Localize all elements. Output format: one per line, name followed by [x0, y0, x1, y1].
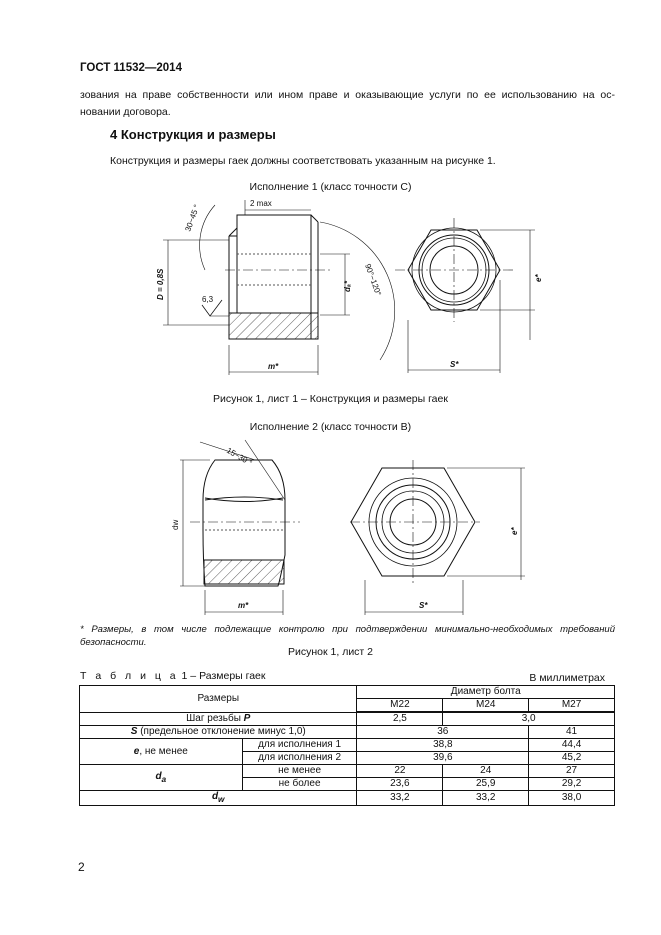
row-da-label — [80, 765, 243, 791]
s-symbol: S — [130, 726, 138, 737]
S-label: S* — [450, 360, 459, 369]
row-e-label — [80, 739, 243, 765]
table-row — [80, 765, 615, 778]
table-row — [80, 726, 615, 739]
pitch-m24-m27: 3,0 — [443, 712, 615, 726]
s-m22-m24: 36 — [357, 726, 529, 739]
e-sub2-m27: 45,2 — [529, 752, 615, 765]
dw-label: dw — [171, 519, 180, 530]
da-sub1-m22: 22 — [357, 765, 443, 778]
da-sub1-m24: 24 — [443, 765, 529, 778]
table-caption-prefix: Т а б л и ц а — [80, 670, 179, 682]
dw-m22: 33,2 — [357, 791, 443, 806]
table-header-row — [80, 686, 615, 699]
table-caption-title: – Размеры гаек — [187, 670, 266, 682]
standard-header: ГОСТ 11532—2014 — [80, 62, 182, 74]
table-caption — [80, 670, 266, 682]
e-sub1-m27: 44,4 — [529, 739, 615, 752]
pitch-m22: 2,5 — [357, 712, 443, 726]
chamfer-angle-label: 30−45 ° — [183, 203, 202, 233]
row-pitch-label — [80, 712, 357, 726]
figure2-drawing — [0, 432, 661, 617]
dw-m24: 33,2 — [443, 791, 529, 806]
header-sizes: Размеры — [80, 686, 357, 713]
sizes-table — [79, 685, 615, 806]
figure2-caption: Рисунок 1, лист 2 — [288, 646, 373, 658]
page-number: 2 — [78, 860, 85, 874]
angle-label: 90°−120° — [363, 262, 383, 298]
figure1-caption: Рисунок 1, лист 1 – Конструкция и размеры гаек — [213, 393, 448, 405]
D-label: D = 0,8S — [156, 268, 165, 300]
da-label: dₐ* — [343, 280, 352, 292]
da-sub2-m27: 29,2 — [529, 778, 615, 791]
section-paragraph: Конструкция и размеры гаек должны соответствовать указанным на рисунке 1. — [110, 155, 496, 167]
e-sub1-m22-m24: 38,8 — [357, 739, 529, 752]
pitch-symbol: P — [243, 712, 251, 724]
da-sub1-label: не менее — [242, 765, 357, 778]
pitch-label-text: Шаг резьбы — [186, 712, 244, 724]
e-label: e* — [534, 274, 543, 282]
table-caption-number: 1 — [181, 670, 188, 682]
figure2-variant-title: Исполнение 2 (класс точности B) — [249, 421, 412, 433]
table-row — [80, 739, 615, 752]
m2-label: m* — [238, 601, 249, 610]
header-col-m27: M27 — [529, 699, 615, 713]
row-s-label — [80, 726, 357, 739]
row-dw-label — [80, 791, 357, 806]
header-col-m22: M22 — [357, 699, 443, 713]
m-label: m* — [268, 362, 279, 371]
figure1-drawing — [0, 190, 661, 390]
section-title: 4 Конструкция и размеры — [110, 127, 276, 142]
table-units: В миллиметрах — [529, 672, 605, 684]
header-col-m24: M24 — [443, 699, 529, 713]
S2-label: S* — [419, 601, 428, 610]
chamfer-edge — [229, 228, 237, 236]
header-diameter: Диаметр болта — [357, 686, 615, 699]
dw-symbol: d — [211, 791, 219, 802]
intro-paragraph: зования на праве собственности или ином праве и оказывающие услуги по ее использованию на ос- новании договора. — [80, 89, 615, 118]
da-subscript: a — [161, 773, 167, 784]
e-symbol: e — [133, 745, 140, 757]
e-sub2-m22-m24: 39,6 — [357, 752, 529, 765]
table-row — [80, 791, 615, 806]
da-sub2-m24: 25,9 — [443, 778, 529, 791]
max2-label: 2 max — [250, 199, 272, 208]
figure1-variant-title: Исполнение 1 (класс точности C) — [249, 181, 412, 193]
da-sub2-label: не более — [242, 778, 357, 791]
dw-subscript: w — [218, 794, 225, 804]
footnote: * Размеры, в том числе подлежащие контролю при подтверждении минимально-необходимых требований безопасности. — [80, 624, 615, 648]
chamfer2-angle-label: 15−30 ° — [225, 445, 254, 468]
table-row — [80, 712, 615, 726]
da-sub2-m22: 23,6 — [357, 778, 443, 791]
da-symbol: d — [155, 770, 162, 782]
e-label-text: , не менее — [139, 745, 188, 757]
e-sub2-label: для исполнения 2 — [242, 752, 357, 765]
e-sub1-label: для исполнения 1 — [242, 739, 357, 752]
dw-m27: 38,0 — [529, 791, 615, 806]
s-label-text: (предельное отклонение минус 1,0) — [137, 726, 306, 737]
s-m27: 41 — [529, 726, 615, 739]
da-sub1-m27: 27 — [529, 765, 615, 778]
e2-label: e* — [510, 527, 519, 535]
roughness-label: 6,3 — [202, 295, 214, 304]
